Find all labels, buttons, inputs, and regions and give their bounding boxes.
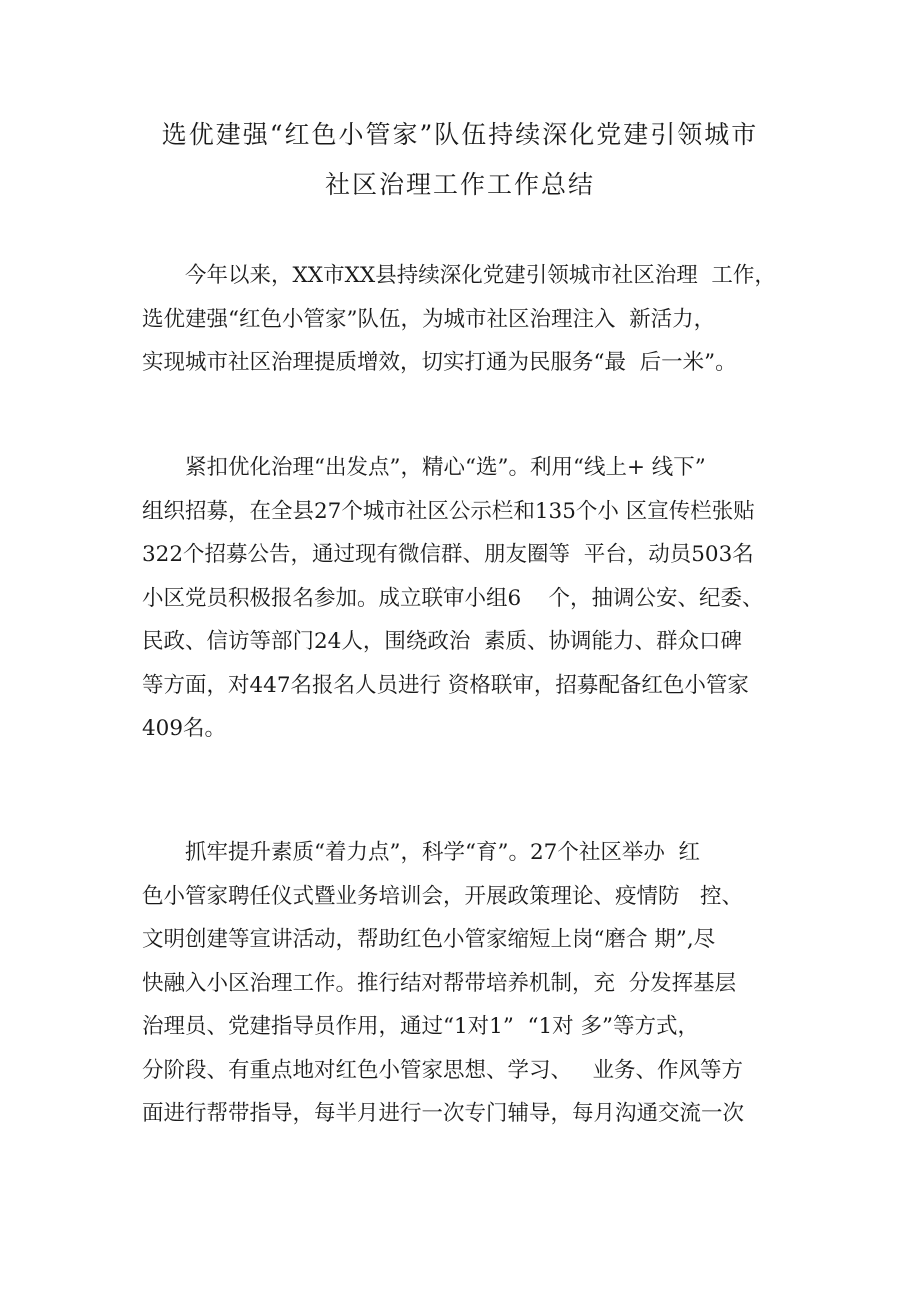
paragraph-line: 409名。 (142, 716, 227, 741)
paragraph-selection (142, 446, 802, 751)
paragraph-line: 组织招募，在全县27个城市社区公示栏和135个小 区宣传栏张贴 (142, 498, 755, 524)
paragraph-line: 选优建强“红色小管家”队伍，为城市社区治理注入 新活力， (142, 306, 716, 332)
paragraph-training (142, 831, 802, 1136)
paragraph-line: 治理员、党建指导员作用，通过“1对1” “1对 多”等方式， (142, 1014, 700, 1039)
paragraph-line: 今年以来，XX市XX县持续深化党建引领城市社区治理 工作， (185, 263, 776, 288)
title-line: 社区治理工作工作总结 (324, 170, 595, 199)
paragraph-line: 小区党员积极报名参加。成立联审小组6 个，抽调公安、纪委、 (142, 585, 764, 611)
paragraph-intro (142, 254, 802, 385)
document-title (80, 110, 840, 210)
paragraph-line: 色小管家聘任仪式暨业务培训会，开展政策理论、疫情防 控、 (142, 883, 744, 909)
title-line: 选优建强“红色小管家”队伍持续深化党建引领城市 (161, 120, 759, 149)
paragraph-line: 快融入小区治理工作。推行结对帮带培养机制，充 分发挥基层 (142, 970, 737, 996)
paragraph-line: 抓牢提升素质“着力点”，科学“育”。27个社区举办 红 (185, 840, 700, 865)
paragraph-line: 紧扣优化治理“出发点”，精心“选”。利用“线上+ 线下” (185, 455, 706, 480)
paragraph-line: 等方面，对447名报名人员进行 资格联审，招募配备红色小管家 (142, 672, 749, 698)
paragraph-line: 民政、信访等部门24人，围绕政治 素质、协调能力、群众口碑 (142, 629, 743, 654)
paragraph-line: 实现城市社区治理提质增效，切实打通为民服务“最 后一米”。 (142, 350, 737, 375)
paragraph-line: 面进行帮带指导，每半月进行一次专门辅导，每月沟通交流一次 (142, 1101, 745, 1126)
paragraph-line: 分阶段、有重点地对红色小管家思想、学习、 业务、作风等方 (142, 1057, 744, 1083)
paragraph-line: 322个招募公告，通过现有微信群、朋友圈等 平台，动员503名 (142, 542, 754, 567)
paragraph-line: 文明创建等宣讲活动，帮助红色小管家缩短上岗“磨合 期”,尽 (142, 927, 716, 952)
